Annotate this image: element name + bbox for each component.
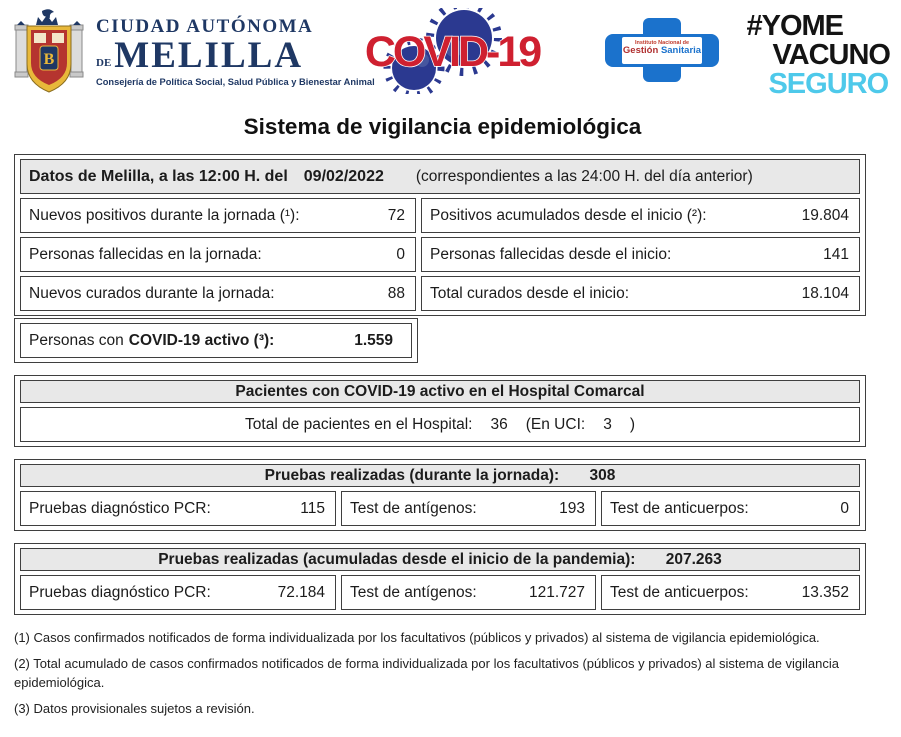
hospital-header-row bbox=[20, 380, 860, 403]
tests-total-header-label: Pruebas realizadas (acumuladas desde el inicio de la pandemia): bbox=[158, 551, 636, 568]
antigen-daily-label: Test de antígenos: bbox=[350, 500, 477, 517]
antibody-daily-label: Test de anticuerpos: bbox=[610, 500, 749, 517]
footnote-2: (2) Total acumulado de casos confirmados notificados de forma individualizada por los facultativos (públicos y privados) al sistema de vigilancia epidemiológica. bbox=[14, 655, 839, 690]
melilla-de: DE bbox=[96, 57, 112, 70]
melilla-consejeria: Consejería de Política Social, Salud Pública y Bienestar Animal bbox=[96, 77, 375, 88]
hospital-table bbox=[14, 375, 866, 447]
tests-total-table bbox=[14, 543, 866, 615]
melilla-line1: CIUDAD AUTÓNOMA bbox=[96, 16, 314, 37]
tests-total-header-row bbox=[20, 548, 860, 571]
summary-header-label: Datos de Melilla, a las 12:00 H. del bbox=[29, 168, 288, 185]
header-logo-row bbox=[14, 8, 894, 98]
active-cases-prefix: Personas con bbox=[29, 332, 124, 349]
tests-daily-header-row bbox=[20, 464, 860, 487]
total-recovered-value: 18.104 bbox=[801, 285, 849, 302]
antigen-total-label: Test de antígenos: bbox=[350, 584, 477, 601]
antigen-daily-value: 193 bbox=[559, 500, 585, 517]
new-positives-value: 72 bbox=[387, 207, 405, 224]
table-row bbox=[20, 276, 860, 311]
melilla-coat-of-arms-icon bbox=[14, 8, 84, 96]
covid19-virus-logo bbox=[352, 8, 557, 94]
total-deaths-value: 141 bbox=[823, 246, 849, 263]
antigen-total-value: 121.727 bbox=[528, 584, 585, 601]
hospital-data-row bbox=[20, 407, 860, 442]
covid19-logo-text: COVID-19 bbox=[364, 28, 540, 76]
yomevacuno-line2: VACUNO bbox=[772, 39, 890, 71]
table-row bbox=[20, 198, 860, 233]
hospital-patients-label: Total de pacientes en el Hospital: bbox=[245, 416, 473, 433]
total-positives-label: Positivos acumulados desde el inicio (²): bbox=[430, 207, 707, 224]
new-recovered-value: 88 bbox=[387, 285, 405, 302]
total-recovered-label: Total curados desde el inicio: bbox=[430, 285, 630, 302]
pcr-daily-label: Pruebas diagnóstico PCR: bbox=[29, 500, 211, 517]
footnotes bbox=[14, 629, 872, 718]
active-cases-table bbox=[14, 318, 418, 363]
footnote-1: (1) Casos confirmados notificados de forma individualizada por los facultativos (públicos y privados) al sistema de vigilancia epidemiológica. bbox=[14, 630, 820, 645]
summary-table bbox=[14, 154, 866, 316]
antibody-total-value: 13.352 bbox=[801, 584, 849, 601]
ingesa-word-gestion: Gestión bbox=[622, 45, 659, 56]
yomevacuno-line1: #YOME bbox=[746, 10, 843, 42]
antibody-total-label: Test de anticuerpos: bbox=[610, 584, 749, 601]
footnote-3: (3) Datos provisionales sujetos a revisión. bbox=[14, 700, 255, 716]
tests-daily-table bbox=[14, 459, 866, 531]
hospital-header: Pacientes con COVID-19 activo en el Hospital Comarcal bbox=[20, 380, 860, 403]
page-title: Sistema de vigilancia epidemiológica bbox=[243, 114, 642, 139]
svg-text:B: B bbox=[43, 51, 55, 68]
melilla-name: MELILLA bbox=[114, 35, 304, 76]
ingesa-tiny-line: Instituto Nacional de bbox=[634, 40, 690, 46]
yomevacunoseguro-logo bbox=[746, 8, 890, 99]
tests-daily-header-value: 308 bbox=[589, 467, 616, 484]
pcr-total-label: Pruebas diagnóstico PCR: bbox=[29, 584, 211, 601]
tests-total-data-row bbox=[20, 575, 860, 610]
ingesa-logo bbox=[605, 18, 719, 82]
uci-label: (En UCI: bbox=[525, 416, 586, 433]
pcr-total-value: 72.184 bbox=[277, 584, 325, 601]
active-cases-row bbox=[20, 323, 412, 358]
report-date: 09/02/2022 bbox=[303, 168, 384, 185]
total-positives-value: 19.804 bbox=[801, 207, 849, 224]
yomevacuno-line3: SEGURO bbox=[768, 68, 889, 100]
tests-daily-data-row bbox=[20, 491, 860, 526]
new-deaths-value: 0 bbox=[396, 246, 405, 263]
new-positives-label: Nuevos positivos durante la jornada (¹): bbox=[29, 207, 300, 224]
table-row bbox=[20, 237, 860, 272]
antibody-daily-value: 0 bbox=[840, 500, 849, 517]
total-deaths-label: Personas fallecidas desde el inicio: bbox=[430, 246, 672, 263]
new-recovered-label: Nuevos curados durante la jornada: bbox=[29, 285, 275, 302]
summary-header-note: (correspondientes a las 24:00 H. del día anterior) bbox=[415, 168, 753, 185]
new-deaths-label: Personas fallecidas en la jornada: bbox=[29, 246, 262, 263]
ingesa-label-box bbox=[622, 37, 702, 64]
active-cases-label: COVID-19 activo (³): bbox=[128, 332, 275, 349]
pcr-daily-value: 115 bbox=[300, 500, 325, 517]
tests-daily-header-label: Pruebas realizadas (durante la jornada): bbox=[264, 467, 560, 484]
uci-close-paren: ) bbox=[629, 416, 635, 433]
ingesa-word-sanitaria: Sanitaria bbox=[660, 45, 702, 56]
melilla-wordmark bbox=[96, 8, 375, 88]
active-cases-value: 1.559 bbox=[354, 332, 393, 349]
tests-total-header-value: 207.263 bbox=[665, 551, 722, 568]
uci-value: 3 bbox=[603, 416, 612, 433]
summary-header-row bbox=[20, 159, 860, 194]
hospital-patients-value: 36 bbox=[490, 416, 508, 433]
